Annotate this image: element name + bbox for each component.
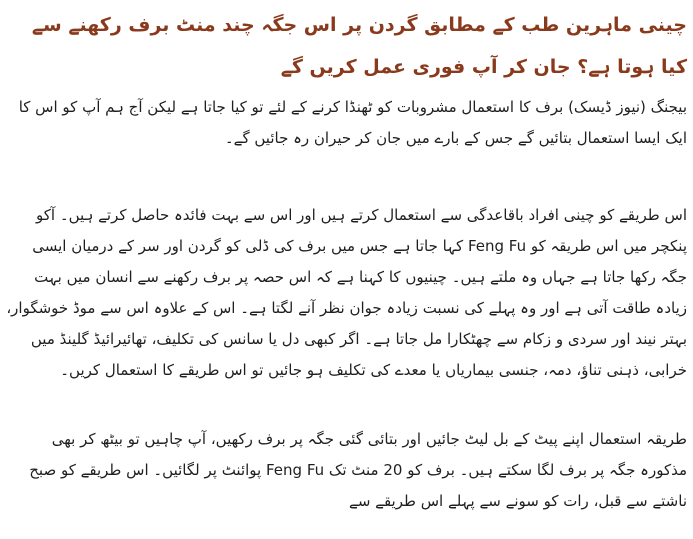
article-paragraph-intro: بیجنگ (نیوز ڈیسک) برف کا استعمال مشروبات کو ٹھنڈا کرنے کے لئے تو کیا جاتا ہے لیکن آج ہم آپ کو اس کا ایک ایسا استعمال بتائیں گے جس کے بارے میں جان کر حیران رہ جائیں گے۔	[18, 98, 687, 147]
article-paragraph-method: اس طریقے کو چینی افراد باقاعدگی سے استعمال کرتے ہیں اور اس سے بہت فائدہ حاصل کرتے ہیں۔ آکو پنکچر میں اس طریقہ کو Feng Fu کہا جاتا ہے جس میں برف کی ڈلی کو گردن اور سر کے درمیان ایسی جگہ رکھا جاتا ہے جہاں وہ ملتے ہیں۔ چینیوں کا کہنا ہے کہ اس حصہ پر برف رکھنے سے انسان میں بہت زیادہ طاقت آتی ہے اور وہ پہلے کی نسبت زیادہ جوان نظر آنے لگتا ہے۔ اس کے علاوہ اس سے موڈ خوشگوار، بہتر نیند اور سردی و زکام سے چھٹکارا مل جاتا ہے۔ اگر کبھی دل یا سانس کی تکلیف، تھائیرائیڈ گلینڈ میں خرابی، ذہنی تناؤ، دمہ، جنسی بیماریاں یا معدے کی تکلیف ہو جائیں تو اس طریقے کا استعمال کریں۔	[6, 206, 687, 379]
article-title: چینی ماہرین طب کے مطابق گردن پر اس جگہ چند منٹ برف رکھنے سے کیا ہوتا ہے؟ جان کر آپ فوری عمل کریں گے	[31, 14, 687, 78]
article-paragraph-usage: طریقہ استعمال اپنے پیٹ کے بل لیٹ جائیں اور بتائی گئی جگہ پر برف رکھیں، آپ چاہیں تو بیٹھ کر بھی مذکورہ جگہ پر برف لگا سکتے ہیں۔ برف کو 20 منٹ تک Feng Fu پوائنٹ پر لگائیں۔ اس طریقے کو صبح ناشتے سے قبل، رات کو سونے سے پہلے اس طریقے سے	[29, 430, 687, 510]
